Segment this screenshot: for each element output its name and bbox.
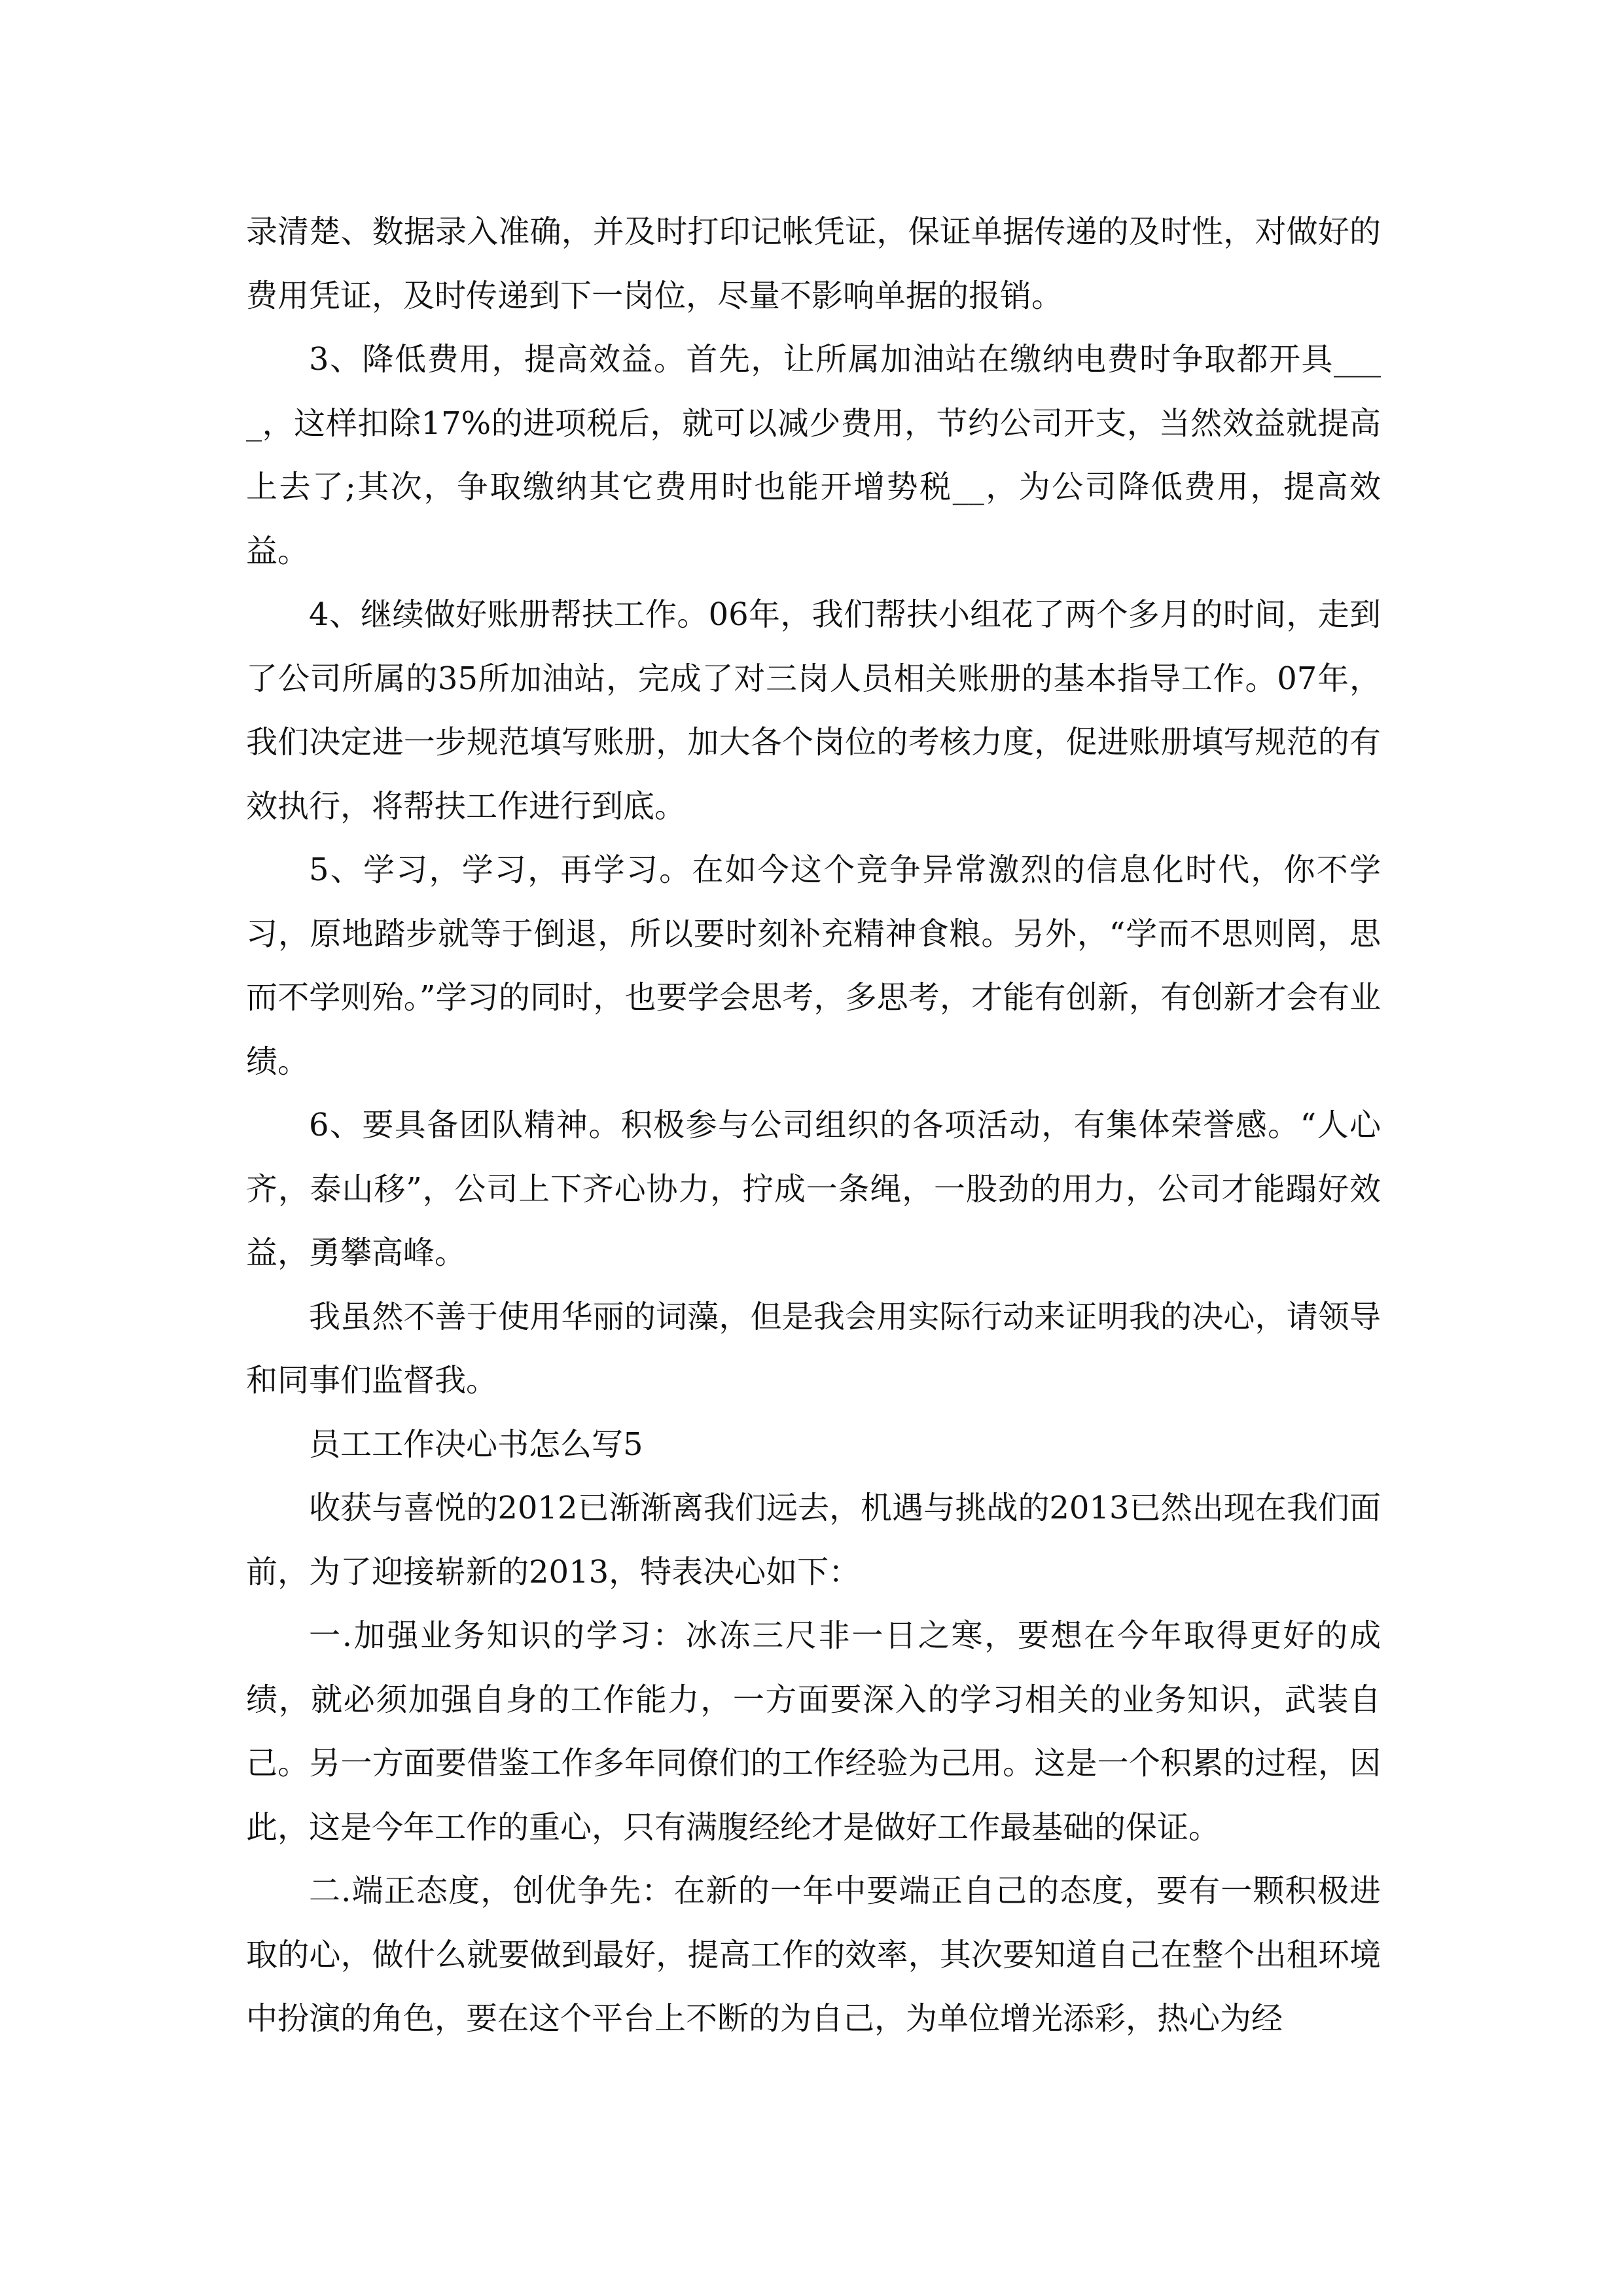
paragraph-ledger-support: 4、继续做好账册帮扶工作。06年，我们帮扶小组花了两个多月的时间，走到了公司所属的35所加油站，完成了对三岗人员相关账册的基本指导工作。07年，我们决定进一步规范填写账册，加大各个岗位的考核力度，促进账册填写规范的有效执行，将帮扶工作进行到底。 — [246, 596, 1381, 825]
paragraph-closing: 我虽然不善于使用华丽的词藻，但是我会用实际行动来证明我的决心，请领导和同事们监督我。 — [246, 1298, 1381, 1399]
paragraph-team-spirit: 6、要具备团队精神。积极参与公司组织的各项活动，有集体荣誉感。“人心齐，泰山移”，公司上下齐心协力，拧成一条绳，一股劲的用力，公司才能蹋好效益，勇攀高峰。 — [246, 1107, 1381, 1271]
section-heading: 员工工作决心书怎么写5 — [309, 1426, 643, 1463]
paragraph-business-knowledge: 一.加强业务知识的学习：冰冻三尺非一日之寒，要想在今年取得更好的成绩，就必须加强自身的工作能力，一方面要深入的学习相关的业务知识，武装自己。另一方面要借鉴工作多年同僚们的工作经验为己用。这是一个积累的过程，因此，这是今年工作的重心，只有满腹经纶才是做好工作最基础的保证。 — [246, 1617, 1381, 1846]
paragraph-reduce-costs: 3、降低费用，提高效益。首先，让所属加油站在缴纳电费时争取都开具____，这样扣除17%的进项税后，就可以减少费用，节约公司开支，当然效益就提高上去了;其次，争取缴纳其它费用时也能开增势税__，为公司降低费用，提高效益。 — [246, 341, 1381, 569]
paragraph-learning: 5、学习，学习，再学习。在如今这个竞争异常激烈的信息化时代，你不学习，原地踏步就等于倒退，所以要时刻补充精神食粮。另外，“学而不思则罔，思而不学则殆。”学习的同时，也要学会思考，多思考，才能有创新，有创新才会有业绩。 — [246, 852, 1381, 1080]
paragraph-attitude: 二.端正态度，创优争先：在新的一年中要端正自己的态度，要有一颗积极进取的心，做什么就要做到最好，提高工作的效率，其次要知道自己在整个出租环境中扮演的角色，要在这个平台上不断的为自己，为单位增光添彩，热心为经 — [246, 1873, 1381, 2037]
paragraph-continuation: 录清楚、数据录入准确，并及时打印记帐凭证，保证单据传递的及时性，对做好的费用凭证，及时传递到下一岗位，尽量不影响单据的报销。 — [246, 213, 1381, 314]
paragraph-intro-2013: 收获与喜悦的2012已渐渐离我们远去，机遇与挑战的2013已然出现在我们面前，为了迎接崭新的2013，特表决心如下： — [246, 1490, 1381, 1590]
document-page — [246, 200, 1381, 2051]
